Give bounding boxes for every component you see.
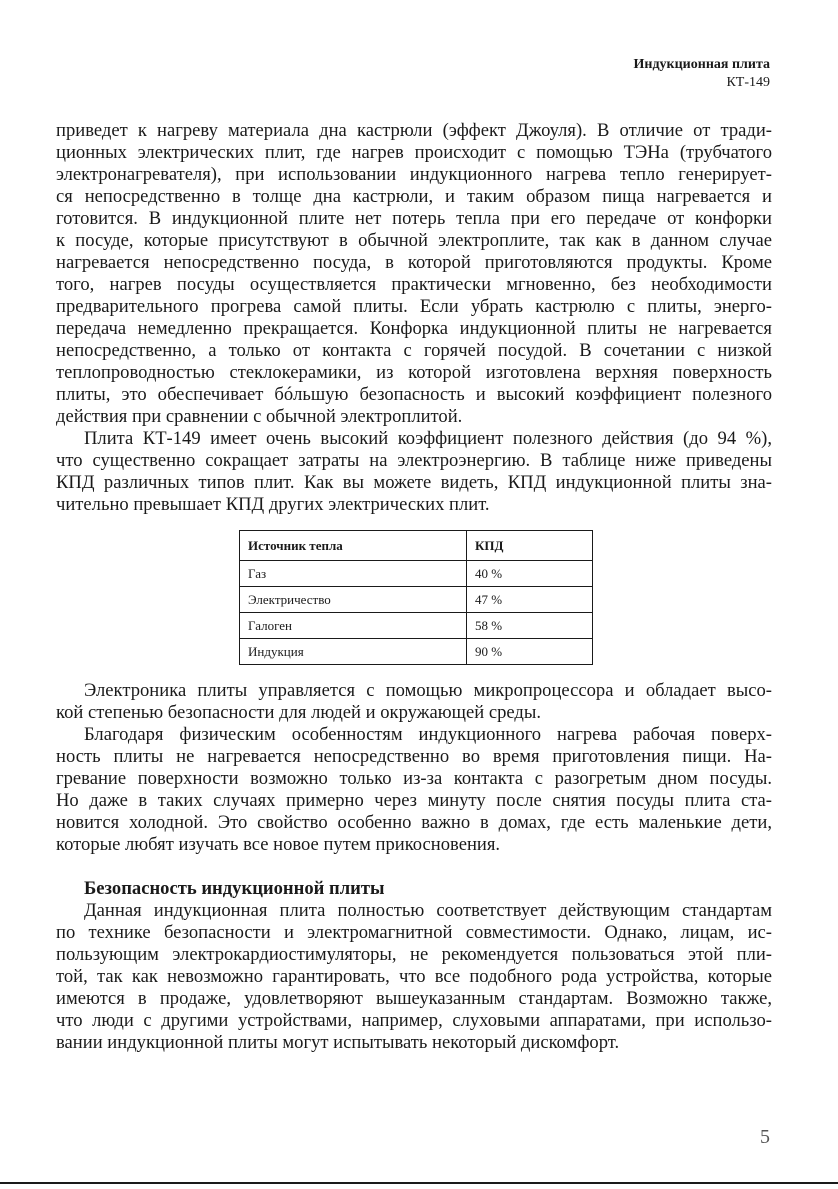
body-text-bottom xyxy=(56,680,772,1054)
body-text-top xyxy=(56,120,772,516)
text-line: электронагревателя), при использовании индукционного нагрева тепло генерирует- xyxy=(56,164,772,185)
table-row xyxy=(240,587,593,613)
page-number: 5 xyxy=(760,1126,770,1148)
table-row xyxy=(240,613,593,639)
text-line: чительно превышает КПД других электрических плит. xyxy=(56,494,490,515)
text-line: Плита КТ-149 имеет очень высокий коэффициент полезного действия (до 94 %), xyxy=(84,428,772,449)
text-line: кой степенью безопасности для людей и окружающей среды. xyxy=(56,702,541,723)
text-line: новится холодной. Это свойство особенно важно в домах, где есть маленькие дети, xyxy=(56,812,772,833)
text-line: к посуде, которые присутствуют в обычной электроплите, так как в данном случае xyxy=(56,230,772,251)
text-line: Данная индукционная плита полностью соответствует действующим стандартам xyxy=(84,900,772,921)
table-row xyxy=(240,561,593,587)
table-header-row xyxy=(240,531,593,561)
paragraph-electronics xyxy=(56,680,772,724)
text-line: приведет к нагреву материала дна кастрюли (эффект Джоуля). В отличие от тради- xyxy=(56,120,772,141)
text-line: Благодаря физическим особенностям индукционного нагрева рабочая поверх- xyxy=(84,724,772,745)
running-header xyxy=(634,56,770,92)
text-line: той, так как невозможно гарантировать, что все подобного рода устройства, которые xyxy=(56,966,772,987)
table-cell-source: Электричество xyxy=(240,587,467,613)
paragraph-safety xyxy=(56,900,772,1054)
text-line: что люди с другими устройствами, например, слуховыми аппаратами, при использо- xyxy=(56,1010,772,1031)
table-header-efficiency: КПД xyxy=(467,531,593,561)
text-line: по технике безопасности и электромагнитной совместимости. Однако, лицам, ис- xyxy=(56,922,772,943)
table-cell-efficiency: 58 % xyxy=(467,613,593,639)
text-line: ционных электрических плит, где нагрев происходит с помощью ТЭНа (трубчатого xyxy=(56,142,772,163)
header-title: Индукционная плита xyxy=(633,57,770,72)
text-line: того, нагрев посуды осуществляется практически мгновенно, без необходимости xyxy=(56,274,772,295)
bottom-rule xyxy=(0,1182,838,1184)
text-line: КПД различных типов плит. Как вы можете видеть, КПД индукционной плиты зна- xyxy=(56,472,772,493)
text-line: ся непосредственно в толще дна кастрюли, и таким образом пища нагревается и xyxy=(56,186,772,207)
text-line: готовится. В индукционной плите нет потерь тепла при его передаче от конфорки xyxy=(56,208,772,229)
text-line: что существенно сокращает затраты на электроэнергию. В таблице ниже приведены xyxy=(56,450,772,471)
text-line: Электроника плиты управляется с помощью микропроцессора и обладает высо- xyxy=(84,680,772,701)
text-line: теплопроводностью стеклокерамики, из которой изготовлена верхняя поверхность xyxy=(56,362,772,383)
section-heading: Безопасность индукционной плиты xyxy=(84,878,385,899)
text-line: действия при сравнении с обычной электроплитой. xyxy=(56,406,463,427)
table-cell-efficiency: 47 % xyxy=(467,587,593,613)
text-line: плиты, это обеспечивает бóльшую безопасность и высокий коэффициент полезного xyxy=(56,384,772,405)
text-line: имеются в продаже, удовлетворяют вышеуказанным стандартам. Возможно также, xyxy=(56,988,772,1009)
paragraph-surface xyxy=(56,724,772,856)
table-cell-source: Галоген xyxy=(240,613,467,639)
table-row xyxy=(240,639,593,665)
text-line: гревание поверхности возможно только из-за контакта с разогретым дном посуды. xyxy=(56,768,772,789)
header-model: КТ-149 xyxy=(726,75,770,90)
paragraph-intro xyxy=(56,120,772,428)
efficiency-table xyxy=(239,530,593,665)
text-line: которые любят изучать все новое путем прикосновения. xyxy=(56,834,501,855)
text-line: предварительного прогрева самой плиты. Если убрать кастрюлю с плиты, энерго- xyxy=(56,296,772,317)
text-line: пользующим электрокардиостимуляторы, не рекомендуется пользоваться этой пли- xyxy=(56,944,772,965)
table-cell-efficiency: 40 % xyxy=(467,561,593,587)
paragraph-efficiency xyxy=(56,428,772,516)
table-cell-efficiency: 90 % xyxy=(467,639,593,665)
table-cell-source: Индукция xyxy=(240,639,467,665)
text-line: непосредственно, а только от контакта с горячей посудой. В сочетании с низкой xyxy=(56,340,772,361)
text-line: Но даже в таких случаях примерно через минуту после снятия посуды плита ста- xyxy=(56,790,772,811)
text-line: нагревается непосредственно посуда, в которой приготовляются продукты. Кроме xyxy=(56,252,772,273)
table-header-source: Источник тепла xyxy=(240,531,467,561)
text-line: ность плиты не нагревается непосредственно во время приготовления пищи. На- xyxy=(56,746,772,767)
table-cell-source: Газ xyxy=(240,561,467,587)
text-line: передача немедленно прекращается. Конфорка индукционной плиты не нагревается xyxy=(56,318,772,339)
text-line: вании индукционной плиты могут испытывать некоторый дискомфорт. xyxy=(56,1032,620,1053)
